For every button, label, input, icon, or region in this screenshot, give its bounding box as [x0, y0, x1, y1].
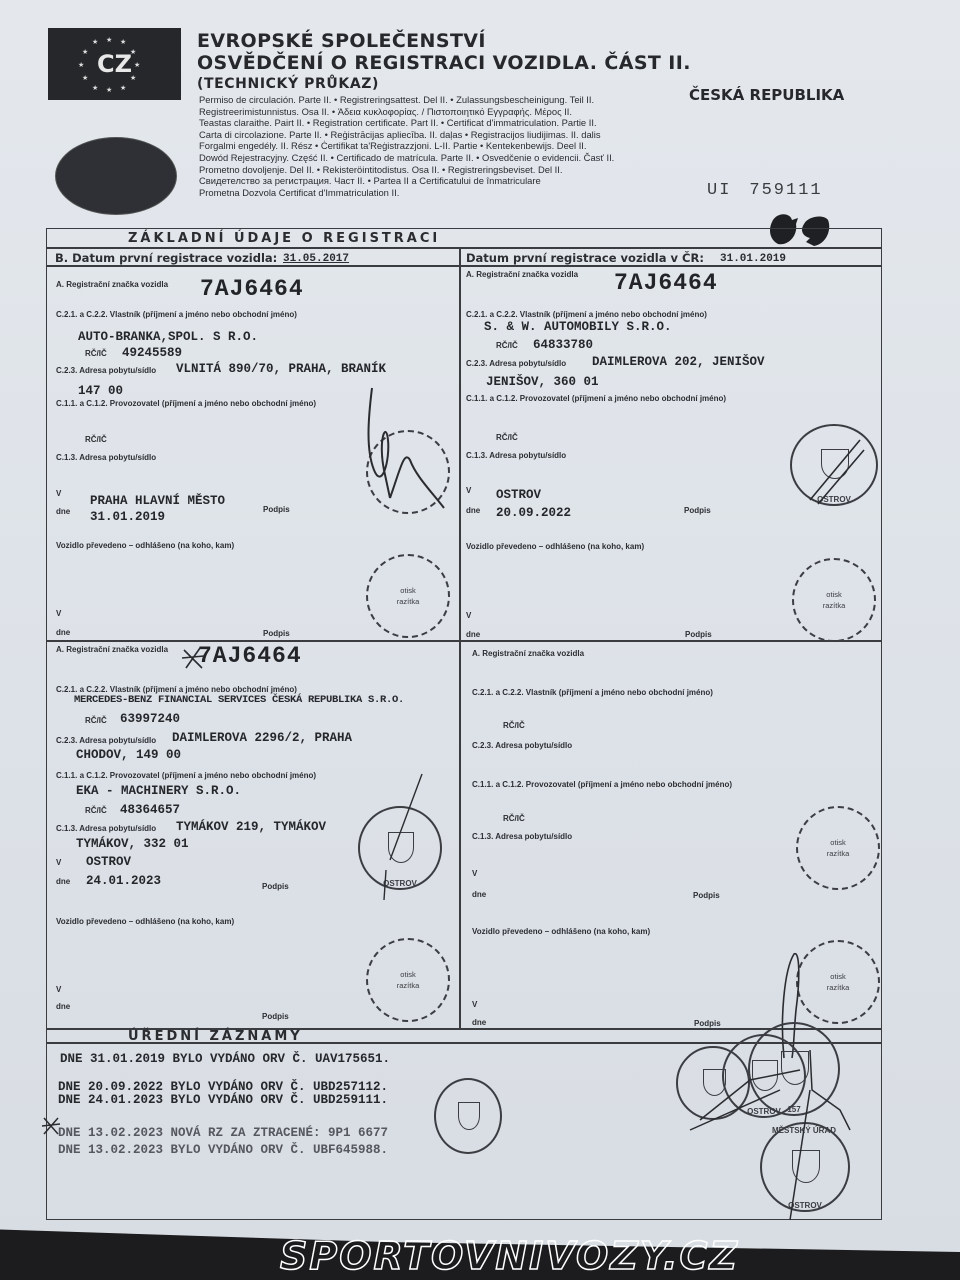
transfer-label: Vozidlo převedeno – odhlášeno (na koho, kam) — [472, 927, 651, 936]
date-label: dne — [56, 877, 71, 886]
translation-line: Forgalmi engedély. II. Rész • Ċertifikat ta'Reġistrazzjoni. L-II. Partie • Kentekenbewijs. Deel II. — [199, 140, 587, 152]
owner-id-label: RČ/IČ — [503, 721, 525, 730]
translation-line: Permiso de circulación. Parte II. • Registreringsattest. Del II. • Zulassungsbescheinigung. Teil II. — [199, 94, 595, 105]
owner-address-line-1: VLNITÁ 890/70, PRAHA, BRANÍK — [176, 362, 387, 376]
record-line: DNE 24.01.2023 BYLO VYDÁNO ORV Č. UBD259111. — [58, 1093, 389, 1107]
owner-label: C.2.1. a C.2.2. Vlastník (příjmení a jméno nebo obchodní jméno) — [56, 685, 297, 694]
operator-address-label: C.1.3. Adresa pobytu/sídlo — [56, 453, 157, 462]
place-label: V — [56, 858, 62, 867]
record-line: DNE 31.01.2019 BYLO VYDÁNO ORV Č. UAV175651. — [60, 1052, 391, 1066]
seal-text: OSTROV — [747, 1107, 781, 1116]
serial-number — [707, 181, 823, 200]
stamp-text: otisk — [400, 970, 416, 979]
place-label: V — [56, 489, 62, 498]
signature-scribble-icon — [360, 380, 460, 530]
record-line: DNE 13.02.2023 BYLO VYDÁNO ORV Č. UBF645988. — [58, 1143, 389, 1157]
stamp-text: razítka — [826, 983, 850, 992]
owner-address-line-1: DAIMLEROVA 202, JENIŠOV — [592, 355, 765, 369]
owner-id: 64833780 — [533, 338, 594, 352]
seal-text: OSTROV — [383, 879, 417, 888]
transfer-label: Vozidlo převedeno – odhlášeno (na koho, kam) — [466, 542, 645, 551]
watermark: SPORTOVNIVOZY.CZ — [280, 1234, 739, 1278]
signature-scribble-icon — [370, 770, 430, 900]
owner-address-label: C.2.3. Adresa pobytu/sídlo — [56, 736, 157, 745]
plate-label: A. Registrační značka vozidla — [466, 270, 579, 279]
place-value: OSTROV — [496, 488, 542, 502]
place-label: V — [466, 611, 472, 620]
place-label: V — [472, 869, 478, 878]
seal-number: 157 — [787, 1105, 801, 1114]
section-title-basic: ZÁKLADNÍ ÚDAJE O REGISTRACI — [128, 231, 441, 246]
date-label: dne — [466, 630, 481, 639]
title-line-1: EVROPSKÉ SPOLEČENSTVÍ — [197, 30, 486, 52]
date-label: dne — [56, 1002, 71, 1011]
owner-label: C.2.1. a C.2.2. Vlastník (příjmení a jméno nebo obchodní jméno) — [56, 310, 297, 319]
stamp-placeholder — [366, 938, 450, 1022]
record-line: DNE 13.02.2023 NOVÁ RZ ZA ZTRACENÉ: 9P1 6677 — [58, 1126, 389, 1140]
owner-name: AUTO-BRANKA,SPOL. S R.O. — [78, 330, 259, 344]
date-value: 31.01.2019 — [90, 510, 166, 524]
divider — [46, 640, 882, 642]
operator-id-label: RČ/IČ — [85, 806, 107, 815]
owner-label: C.2.1. a C.2.2. Vlastník (příjmení a jméno nebo obchodní jméno) — [466, 310, 707, 319]
plate-label: A. Registrační značka vozidla — [56, 280, 169, 289]
plate-number: 7AJ6464 — [200, 276, 304, 302]
asterisk-mark-icon — [182, 646, 204, 670]
operator-label: C.1.1. a C.1.2. Provozovatel (příjmení a jméno nebo obchodní jméno) — [56, 771, 317, 780]
operator-name: EKA - MACHINERY S.R.O. — [76, 784, 242, 798]
stamp-text: razítka — [396, 981, 420, 990]
owner-id-label: RČ/IČ — [85, 716, 107, 725]
signature-label: Podpis — [693, 891, 720, 900]
date-label: dne — [56, 507, 71, 516]
operator-label: C.1.1. a C.1.2. Provozovatel (příjmení a jméno nebo obchodní jméno) — [472, 780, 733, 789]
place-value: OSTROV — [86, 855, 132, 869]
operator-address-label: C.1.3. Adresa pobytu/sídlo — [466, 451, 567, 460]
plate-label: A. Registrační značka vozidla — [56, 645, 169, 654]
first-registration-cz-label: Datum první registrace vozidla v ČR: — [466, 251, 704, 265]
operator-address-label: C.1.3. Adresa pobytu/sídlo — [56, 824, 157, 833]
serial-digits: 759111 — [749, 181, 823, 200]
signature-scribble-icon — [800, 430, 870, 510]
translation-line: Prometno dovoljenje. Del II. • Rekisteröintitodistus. Osa II. • Registreringsbeviset. Del II. — [199, 163, 563, 175]
stamp-placeholder — [366, 554, 450, 638]
translation-line: Registreerimistunnistus. Osa II. • Άδεια κυκλοφορίας. / Πιστοποιητικό Εγγραφής. Μέρος II. — [199, 105, 573, 117]
stamp-text: razítka — [826, 849, 850, 858]
divider — [46, 265, 882, 267]
asterisk-mark-icon — [42, 1116, 60, 1136]
date-value: 20.09.2022 — [496, 506, 572, 520]
owner-address-label: C.2.3. Adresa pobytu/sídlo — [56, 366, 157, 375]
plate-number: 7AJ6464 — [198, 643, 302, 669]
owner-address-line-1: DAIMLEROVA 2296/2, PRAHA — [172, 731, 353, 745]
record-line: DNE 20.09.2022 BYLO VYDÁNO ORV Č. UBD257112. — [58, 1080, 389, 1094]
plate-label: A. Registrační značka vozidla — [472, 649, 585, 658]
translations — [199, 94, 614, 198]
owner-name: MERCEDES-BENZ FINANCIAL SERVICES ČESKÁ REPUBLIKA S.R.O. — [74, 694, 405, 706]
first-registration-date: 31.05.2017 — [283, 253, 350, 265]
operator-address-label: C.1.3. Adresa pobytu/sídlo — [472, 832, 573, 841]
translation-line: Teastas claraithe. Pairt II. • Registration certificate. Part II. • Certificat d'immatriculation. Partie II. — [199, 117, 597, 129]
owner-address-label: C.2.3. Adresa pobytu/sídlo — [472, 741, 573, 750]
date-label: dne — [466, 506, 481, 515]
signature-label: Podpis — [263, 505, 290, 514]
official-seal — [434, 1078, 502, 1154]
hologram-oval — [55, 137, 177, 215]
seal-text: MĚSTSKÝ ÚŘAD — [772, 1126, 837, 1135]
country-code: CZ — [96, 50, 132, 78]
stamp-text: otisk — [826, 590, 842, 599]
first-registration-label: B. Datum první registrace vozidla: — [55, 251, 278, 265]
seal-text: OSTROV — [817, 495, 851, 504]
operator-id-label: RČ/IČ — [503, 814, 525, 823]
translation-line: Prometna Dozvola Certificat d'Immatriculation II. — [199, 186, 400, 198]
owner-id-label: RČ/IČ — [496, 341, 518, 350]
owner-id: 63997240 — [120, 712, 181, 726]
signature-label: Podpis — [262, 882, 289, 891]
section-title-official-records: ÚŘEDNÍ ZÁZNAMY — [128, 1029, 303, 1044]
divider — [459, 247, 461, 1029]
divider — [46, 247, 460, 249]
signature-label: Podpis — [685, 630, 712, 639]
operator-id: 48364657 — [120, 803, 181, 817]
signature-label: Podpis — [694, 1019, 721, 1028]
serial-prefix: UI — [707, 181, 732, 200]
operator-id-label: RČ/IČ — [496, 433, 518, 442]
transfer-label: Vozidlo převedeno – odhlášeno (na koho, kam) — [56, 541, 235, 550]
place-label: V — [56, 985, 62, 994]
signature-label: Podpis — [262, 1012, 289, 1021]
signature-label: Podpis — [263, 629, 290, 638]
stamp-text: otisk — [400, 586, 416, 595]
signature-label: Podpis — [684, 506, 711, 515]
title-line-3: (TECHNICKÝ PRŮKAZ) — [197, 76, 380, 92]
operator-address-line-1: TYMÁKOV 219, TYMÁKOV — [176, 820, 327, 834]
stamp-placeholder — [792, 558, 876, 642]
operator-address-line-2: TYMÁKOV, 332 01 — [76, 837, 189, 851]
translation-line: Carta di circolazione. Parte II. • Reģistrācijas apliecība. II. daļas • Registracijos liudijimas. II. dalis — [199, 128, 601, 140]
stamp-placeholder — [796, 806, 880, 890]
title-line-2: OSVĚDČENÍ O REGISTRACI VOZIDLA. ČÁST II. — [197, 52, 691, 74]
owner-name: S. & W. AUTOMOBILY S.R.O. — [484, 320, 672, 334]
date-label: dne — [472, 1018, 487, 1027]
stamp-text: otisk — [830, 838, 846, 847]
date-label: dne — [472, 890, 487, 899]
place-label: V — [466, 486, 472, 495]
place-label: V — [472, 1000, 478, 1009]
translation-line: Dowód Rejestracyjny. Część II. • Certificado de matrícula. Parte II. • Osvedčenie o evidencii. Časť II. — [199, 151, 615, 163]
coat-of-arms-icon — [458, 1102, 479, 1130]
eu-flag: ★ ★ ★ ★ ★ ★ ★ ★ ★ ★ ★ ★ CZ — [48, 28, 181, 100]
place-value: PRAHA HLAVNÍ MĚSTO — [90, 494, 226, 508]
operator-id-label: RČ/IČ — [85, 435, 107, 444]
date-label: dne — [56, 628, 71, 637]
divider — [460, 247, 881, 249]
owner-id-label: RČ/IČ — [85, 349, 107, 358]
plate-number: 7AJ6464 — [614, 270, 718, 296]
transfer-label: Vozidlo převedeno – odhlášeno (na koho, kam) — [56, 917, 235, 926]
operator-label: C.1.1. a C.1.2. Provozovatel (příjmení a jméno nebo obchodní jméno) — [56, 399, 317, 408]
stamp-text: razítka — [822, 601, 846, 610]
owner-address-line-2: 147 00 — [78, 384, 124, 398]
owner-label: C.2.1. a C.2.2. Vlastník (příjmení a jméno nebo obchodní jméno) — [472, 688, 713, 697]
owner-id: 49245589 — [122, 346, 183, 360]
first-registration-cz-date: 31.01.2019 — [720, 253, 787, 265]
country-name: ČESKÁ REPUBLIKA — [689, 86, 845, 104]
owner-address-label: C.2.3. Adresa pobytu/sídlo — [466, 359, 567, 368]
stamp-text: razítka — [396, 597, 420, 606]
stamp-text: otisk — [830, 972, 846, 981]
place-label: V — [56, 609, 62, 618]
translation-line: Свидетелство за регистрация. Част II. • Partea II a Certificatului de înmatriculare — [199, 175, 541, 187]
date-value: 24.01.2023 — [86, 874, 162, 888]
operator-label: C.1.1. a C.1.2. Provozovatel (příjmení a jméno nebo obchodní jméno) — [466, 394, 727, 403]
signature-scribble-icon — [690, 1030, 870, 1230]
owner-address-line-2: CHODOV, 149 00 — [76, 748, 182, 762]
seal-text: OSTROV — [788, 1201, 822, 1210]
owner-address-line-2: JENIŠOV, 360 01 — [486, 375, 599, 389]
